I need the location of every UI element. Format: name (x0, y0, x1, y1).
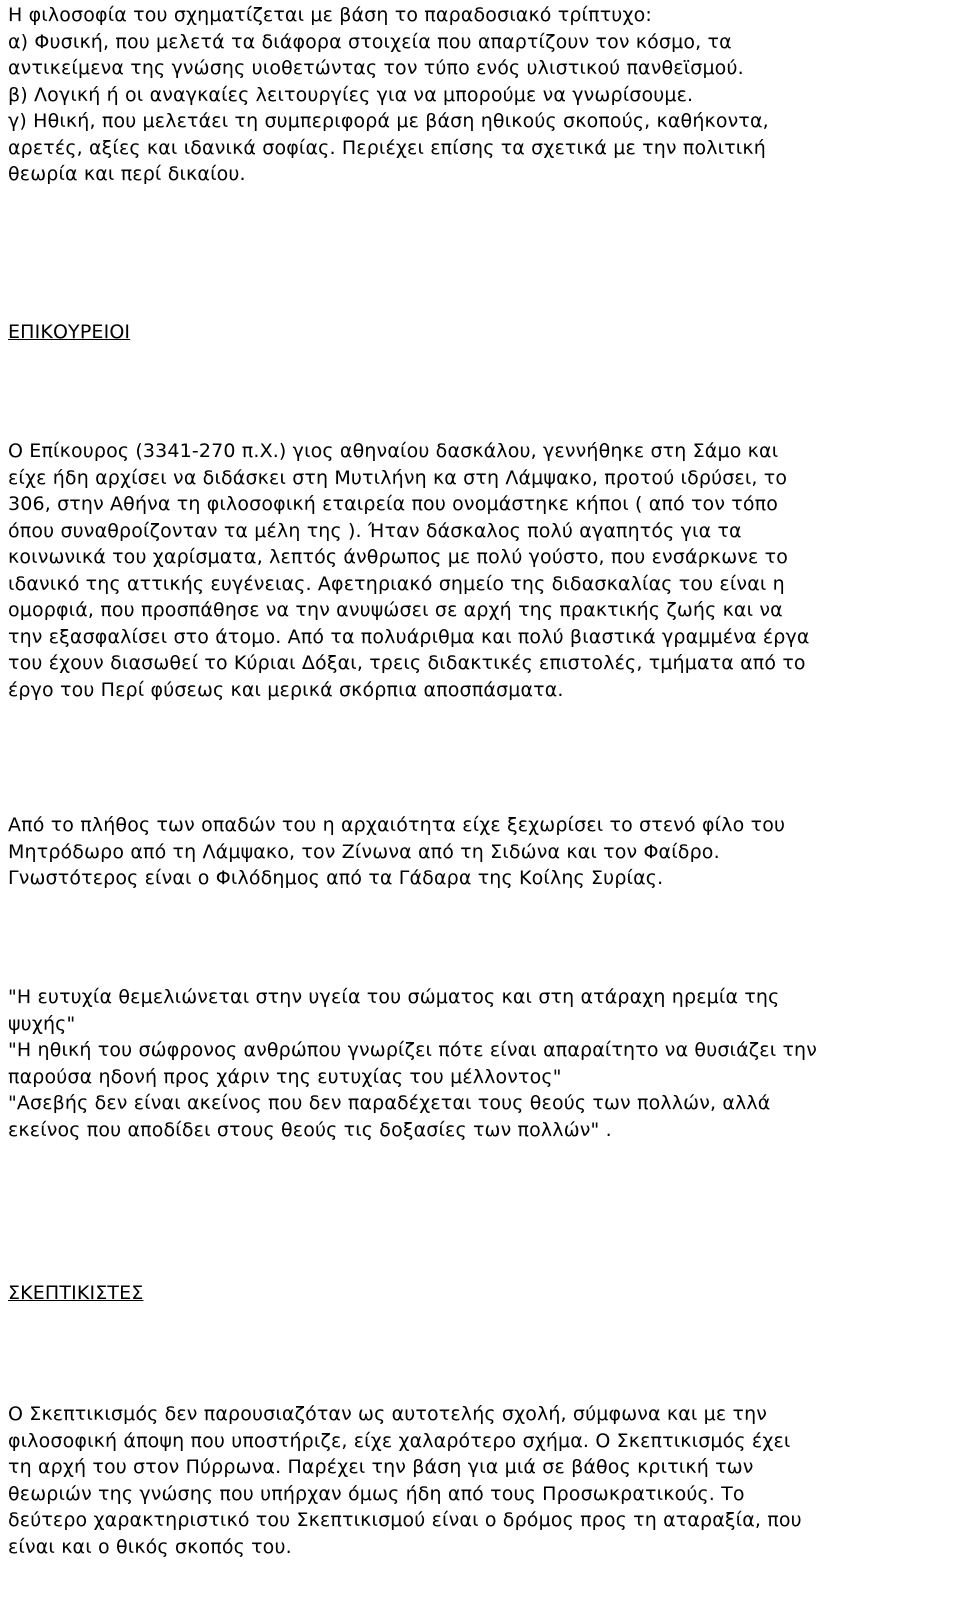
followers-paragraph (8, 812, 785, 892)
section-heading-epicureans (8, 319, 130, 346)
text-line: είναι και ο θικός σκοπός του. (8, 1535, 292, 1558)
text-line: έργο του Περί φύσεως και μερικά σκόρπια αποσπάσματα. (8, 678, 564, 701)
intro-paragraph (8, 2, 769, 188)
text-line: δεύτερο χαρακτηριστικό του Σκεπτικισμού είναι ο δρόμος προς τη αταραξία, που (8, 1509, 802, 1531)
skepticism-paragraph (8, 1401, 802, 1560)
text-line: γ) Ηθική, που μελετάει τη συμπεριφορά με βάση ηθικούς σκοπούς, καθήκοντα, (8, 110, 769, 132)
text-line: ιδανικό της αττικής ευγένειας. Αφετηριακό σημείο της διδασκαλίας του είναι η (8, 572, 785, 595)
text-line: 306, στην Αθήνα τη φιλοσοφική εταιρεία που ονομάστηκε κήποι ( από τον τόπο (8, 493, 779, 515)
text-line: Ο Σκεπτικισμός δεν παρουσιαζόταν ως αυτοτελής σχολή, σύμφωνα και με την (8, 1403, 768, 1425)
quote-line: εκείνος που αποδίδει στους θεούς τις δοξασίες των πολλών" . (8, 1118, 612, 1141)
text-line: β) Λογική ή οι αναγκαίες λειτουργίες για να μπορούμε να γνωρίσουμε. (8, 83, 694, 106)
quote-line: "Η ηθική του σώφρονος ανθρώπου γνωρίζει πότε είναι απαραίτητο να θυσιάζει την (8, 1039, 818, 1061)
heading-text: ΕΠΙΚΟΥΡΕΙΟΙ (8, 321, 131, 343)
text-line: Μητρόδωρο από τη Λάμψακο, τον Ζίνωνα από τη Σιδώνα και τον Φαίδρο. (8, 840, 720, 863)
quote-line: παρούσα ηδονή προς χάριν της ευτυχίας του μέλλοντος" (8, 1065, 562, 1088)
heading-text: ΣΚΕΠΤΙΚΙΣΤΕΣ (8, 1282, 144, 1304)
text-line: την εξασφαλίσει στο άτομο. Από τα πολυάριθμα και πολύ βιαστικά γραμμένα έργα (8, 625, 810, 648)
epicurus-paragraph (8, 438, 810, 703)
text-line: κοινωνικά του χαρίσματα, λεπτός άνθρωπος με πολύ γούστο, που ενσάρκωνε το (8, 546, 788, 568)
text-line: Γνωστότερος είναι ο Φιλόδημος από τα Γάδαρα της Κοίλης Συρίας. (8, 867, 664, 889)
quote-line: "Η ευτυχία θεμελιώνεται στην υγεία του σώματος και στη ατάραχη ηρεμία της (8, 986, 780, 1008)
text-line: θεωριών της γνώσης που υπήρχαν όμως ήδη από τους Προσωκρατικούς. Το (8, 1482, 745, 1505)
text-line: φιλοσοφική άποψη που υποστήριζε, είχε χαλαρότερο σχήμα. Ο Σκεπτικισμός έχει (8, 1429, 791, 1452)
text-line: ομορφιά, που προσπάθησε να την ανυψώσει σε αρχή της πρακτικής ζωής και να (8, 599, 783, 621)
text-line: Από το πλήθος των οπαδών του η αρχαιότητα είχε ξεχωρίσει το στενό φίλο του (8, 814, 786, 836)
text-line: α) Φυσική, που μελετά τα διάφορα στοιχεία που απαρτίζουν τον κόσμο, τα (8, 30, 732, 53)
quotes-paragraph (8, 984, 817, 1143)
text-line: αντικείμενα της γνώσης υιοθετώντας τον τύπο ενός υλιστικού πανθεϊσμού. (8, 57, 744, 79)
section-heading-skeptics (8, 1280, 143, 1307)
text-line: αρετές, αξίες και ιδανικά σοφίας. Περιέχει επίσης τα σχετικά με την πολιτική (8, 136, 766, 159)
text-line: είχε ήδη αρχίσει να διδάσκει στη Μυτιλήνη κα στη Λάμψακο, προτού ιδρύσει, το (8, 466, 788, 489)
quote-line: "Ασεβής δεν είναι ακείνος που δεν παραδέχεται τους θεούς των πολλών, αλλά (8, 1092, 771, 1114)
text-line: τη αρχή του στον Πύρρωνα. Παρέχει την βάση για μιά σε βάθος κριτική των (8, 1456, 754, 1478)
text-line: όπου συναθροίζονταν τα μέλη της ). Ήταν δάσκαλος πολύ αγαπητός για τα (8, 519, 742, 542)
text-line: του έχουν διασωθεί το Κύριαι Δόξαι, τρεις διδακτικές επιστολές, τμήματα από το (8, 652, 806, 674)
text-line: Ο Επίκουρος (3341-270 π.Χ.) γιος αθηναίου δασκάλου, γεννήθηκε στη Σάμο και (8, 440, 779, 462)
quote-line: ψυχής" (8, 1012, 76, 1035)
text-line: θεωρία και περί δικαίου. (8, 163, 246, 185)
text-line: Η φιλοσοφία του σχηματίζεται με βάση το παραδοσιακό τρίπτυχο: (8, 4, 652, 26)
